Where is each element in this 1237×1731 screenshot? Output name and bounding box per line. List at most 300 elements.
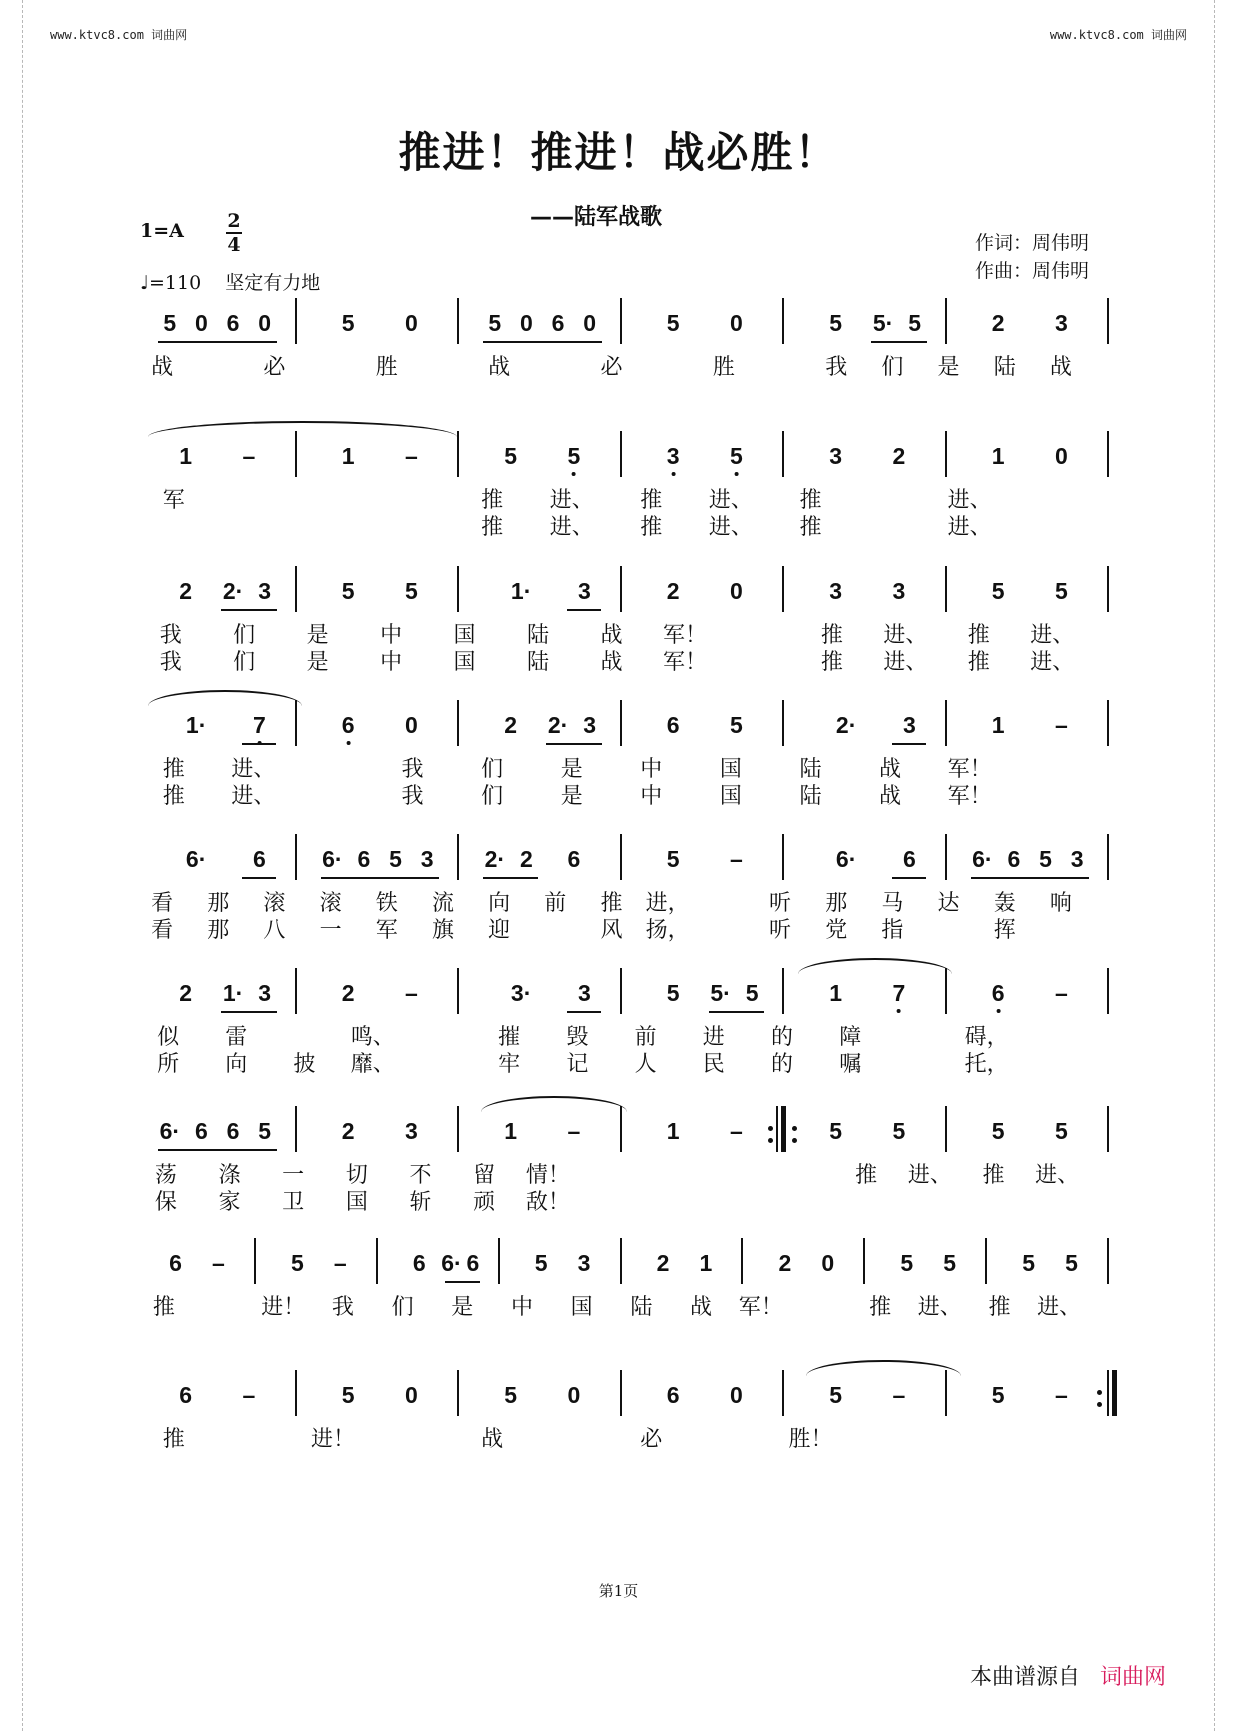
source-brand-link[interactable]: 词曲网 xyxy=(1100,1665,1167,1690)
note: 5 xyxy=(943,1250,957,1276)
lyric-syllable: 军 xyxy=(162,488,185,513)
bar-line xyxy=(1107,834,1109,880)
low-octave-dot xyxy=(346,741,350,745)
note: 5 xyxy=(341,1382,355,1408)
lyric-syllable: 陆 xyxy=(799,757,822,782)
note: 5 xyxy=(1065,1250,1078,1276)
bar-line xyxy=(457,1370,459,1416)
note: 6· xyxy=(835,846,857,872)
lyric-syllable: 国 xyxy=(719,757,742,782)
bar-line xyxy=(782,968,784,1014)
note: – xyxy=(212,1250,225,1276)
lyric-syllable: 推 xyxy=(600,891,623,916)
bar-line xyxy=(620,566,622,612)
bar-line xyxy=(254,1238,256,1284)
lyric-syllable: 进、 xyxy=(1030,623,1075,648)
lyric-syllable: 胜 xyxy=(375,355,398,380)
bar-line xyxy=(776,1106,778,1152)
note: 6 xyxy=(551,310,565,336)
note: 5 xyxy=(666,846,680,872)
lyric-syllable: 推 xyxy=(152,1295,175,1320)
note: 5 xyxy=(1022,1250,1035,1276)
note: – xyxy=(404,980,418,1006)
note: 5 xyxy=(341,578,355,604)
bar-line xyxy=(295,834,297,880)
lyric-syllable: 我 xyxy=(401,784,424,809)
lyric-syllable: 看 xyxy=(151,918,174,943)
lyric-syllable: 们 xyxy=(481,757,504,782)
note: 5 xyxy=(829,1118,843,1144)
note: 6 xyxy=(666,1382,680,1408)
lyric-syllable: 向 xyxy=(225,1052,248,1077)
note: 6· xyxy=(972,846,993,872)
slur-arc xyxy=(798,958,952,974)
repeat-dot xyxy=(768,1126,773,1131)
note: 5· xyxy=(710,980,731,1006)
note: 0 xyxy=(583,310,597,336)
lyricist-credit: 作词：周伟明 xyxy=(975,232,1090,254)
bar-line xyxy=(295,566,297,612)
note: 2 xyxy=(341,980,355,1006)
lyric-syllable: 记 xyxy=(566,1052,589,1077)
lyric-syllable: 陆 xyxy=(527,650,550,675)
lyric-syllable: 推 xyxy=(869,1295,892,1320)
lyric-syllable: 指 xyxy=(881,918,904,943)
lyric-syllable: 中 xyxy=(380,623,403,648)
lyric-syllable: 进、 xyxy=(883,650,928,675)
lyric-syllable: 滚 xyxy=(319,891,342,916)
lyric-syllable: 胜！ xyxy=(788,1427,833,1452)
lyric-syllable: 进， xyxy=(645,891,690,916)
bar-line xyxy=(1107,566,1109,612)
lyric-syllable: 所 xyxy=(157,1052,180,1077)
bar-line xyxy=(457,968,459,1014)
lyric-syllable: 国 xyxy=(719,784,742,809)
lyric-syllable: 战 xyxy=(600,650,623,675)
note: 5 xyxy=(404,578,418,604)
lyric-syllable: 推 xyxy=(799,488,822,513)
note: 0 xyxy=(567,1382,581,1408)
eighth-underline xyxy=(567,1011,601,1013)
lyric-syllable: 进、 xyxy=(708,488,753,513)
note: 6 xyxy=(992,982,1005,1005)
note: – xyxy=(404,443,418,469)
lyric-syllable: 进、 xyxy=(549,488,594,513)
lyric-syllable: 必 xyxy=(263,355,286,380)
note: 0 xyxy=(404,310,418,336)
note: 5 xyxy=(163,310,177,336)
lyric-syllable: 陆 xyxy=(993,355,1016,380)
note: 6 xyxy=(1007,846,1021,872)
bar-line xyxy=(376,1238,378,1284)
song-subtitle: ——陆军战歌 xyxy=(530,205,663,230)
note: 2 xyxy=(656,1250,670,1276)
note: 6 xyxy=(195,1118,208,1144)
note: – xyxy=(567,1118,581,1144)
lyric-syllable: 进、 xyxy=(231,784,276,809)
bar-line xyxy=(782,700,784,746)
note: 6 xyxy=(666,712,680,738)
bar-line xyxy=(782,566,784,612)
note: 3 xyxy=(258,980,272,1006)
note: 3 xyxy=(1070,846,1084,872)
lyric-syllable: 挥 xyxy=(993,918,1016,943)
note: 0 xyxy=(404,1382,418,1408)
lyric-syllable: 必 xyxy=(640,1427,663,1452)
note: 5 xyxy=(1054,578,1068,604)
note: 5 xyxy=(829,1382,843,1408)
lyric-syllable: 国 xyxy=(453,623,476,648)
lyric-syllable: 雷 xyxy=(225,1025,248,1050)
note: 2 xyxy=(520,846,533,872)
eighth-underline xyxy=(221,609,276,611)
lyric-syllable: 国 xyxy=(570,1295,593,1320)
lyric-syllable: 的 xyxy=(771,1052,794,1077)
bar-line xyxy=(620,1238,622,1284)
bar-line xyxy=(620,431,622,477)
bar-line xyxy=(782,1370,784,1416)
lyric-syllable: 留 xyxy=(473,1163,496,1188)
lyric-syllable: 进、 xyxy=(1037,1295,1082,1320)
bar-line xyxy=(945,566,947,612)
time-signature xyxy=(226,210,242,256)
note: 5 xyxy=(567,445,580,468)
lyric-syllable: 铁 xyxy=(375,891,398,916)
eighth-underline xyxy=(158,341,277,343)
note: 1 xyxy=(991,443,1005,469)
lyric-syllable: 我 xyxy=(825,355,848,380)
lyric-syllable: 陆 xyxy=(630,1295,653,1320)
note: 3 xyxy=(903,712,916,738)
lyric-syllable: 推 xyxy=(988,1295,1011,1320)
lyric-syllable: 那 xyxy=(825,891,848,916)
bar-line xyxy=(1107,1370,1109,1416)
note: 5 xyxy=(504,1382,518,1408)
bar-line xyxy=(863,1238,865,1284)
note: 3 xyxy=(578,980,591,1006)
note: 6 xyxy=(466,1250,480,1276)
note: 3 xyxy=(667,445,680,468)
bar-line xyxy=(498,1238,500,1284)
lyric-syllable: 是 xyxy=(560,757,583,782)
lyric-syllable: 进、 xyxy=(1035,1163,1080,1188)
bar-line xyxy=(1107,968,1109,1014)
note: 5 xyxy=(991,1382,1005,1408)
note: 7 xyxy=(892,982,905,1005)
note: 2 xyxy=(341,1118,355,1144)
lyric-syllable: 不 xyxy=(409,1163,432,1188)
lyric-syllable: 碍， xyxy=(964,1025,1009,1050)
note: 3 xyxy=(258,578,272,604)
bar-line xyxy=(457,431,459,477)
bar-line xyxy=(295,298,297,344)
repeat-dot xyxy=(768,1138,773,1143)
lyric-syllable: 迎 xyxy=(488,918,511,943)
lyric-syllable: 军！ xyxy=(662,650,707,675)
lyric-syllable: 推 xyxy=(855,1163,878,1188)
note: 2 xyxy=(179,578,193,604)
note: 5 xyxy=(1039,846,1052,872)
note: 5· xyxy=(872,310,894,336)
bar-line xyxy=(1107,1106,1109,1152)
note: 3 xyxy=(829,578,843,604)
bar-line xyxy=(457,566,459,612)
eighth-underline xyxy=(158,1149,277,1151)
note: – xyxy=(729,1118,743,1144)
bar-line xyxy=(620,1106,622,1152)
lyric-syllable: 涤 xyxy=(218,1163,241,1188)
note: 6 xyxy=(253,846,266,872)
lyric-syllable: 军！ xyxy=(947,784,992,809)
note: 5 xyxy=(829,310,843,336)
lyric-syllable: 流 xyxy=(431,891,454,916)
bar-line xyxy=(295,1106,297,1152)
low-octave-dot xyxy=(671,472,675,476)
note: 6 xyxy=(169,1250,182,1276)
lyric-syllable: 胜 xyxy=(712,355,735,380)
lyric-syllable: 军！ xyxy=(947,757,992,782)
eighth-underline xyxy=(445,1281,480,1283)
bar-line xyxy=(457,1106,459,1152)
bar-line xyxy=(945,1106,947,1152)
lyric-syllable: 们 xyxy=(481,784,504,809)
eighth-underline xyxy=(871,341,926,343)
slur-arc xyxy=(148,690,302,706)
lyric-syllable: 推 xyxy=(162,1427,185,1452)
bar-line xyxy=(945,700,947,746)
bar-line xyxy=(295,700,297,746)
lyric-syllable: 推 xyxy=(967,623,990,648)
note: 2· xyxy=(222,578,244,604)
lyric-syllable: 是 xyxy=(306,650,329,675)
lyric-syllable: 情！ xyxy=(525,1163,570,1188)
note: 2 xyxy=(892,443,906,469)
lyric-syllable: 进、 xyxy=(947,488,992,513)
lyric-syllable: 一 xyxy=(282,1163,305,1188)
note: – xyxy=(1054,712,1068,738)
lyric-syllable: 们 xyxy=(391,1295,414,1320)
lyric-syllable: 中 xyxy=(640,757,663,782)
note: 2 xyxy=(179,980,193,1006)
eighth-underline xyxy=(892,877,926,879)
bar-line xyxy=(295,968,297,1014)
lyric-syllable: 进、 xyxy=(549,515,594,540)
lyric-syllable: 看 xyxy=(151,891,174,916)
note: 0 xyxy=(821,1250,835,1276)
note: 3 xyxy=(420,846,434,872)
composer-credit: 作曲：周伟明 xyxy=(975,260,1090,282)
note: 5 xyxy=(389,846,402,872)
note: 6 xyxy=(903,846,916,872)
lyric-syllable: 推 xyxy=(481,515,504,540)
note: 2 xyxy=(991,310,1005,336)
note: 1 xyxy=(829,980,843,1006)
note: 2· xyxy=(547,712,569,738)
eighth-underline xyxy=(221,1011,276,1013)
lyric-syllable: 进、 xyxy=(947,515,992,540)
lyric-syllable: 一 xyxy=(319,918,342,943)
note: 5 xyxy=(290,1250,304,1276)
lyric-syllable: 推 xyxy=(982,1163,1005,1188)
site-url-right[interactable]: www.ktvc8.com 词曲网 xyxy=(1049,28,1187,42)
note: 6 xyxy=(567,846,581,872)
note: 5 xyxy=(745,980,759,1006)
lyric-syllable: 推 xyxy=(820,650,843,675)
note: 3 xyxy=(1054,310,1068,336)
lyric-syllable: 必 xyxy=(600,355,623,380)
bar-line xyxy=(620,1370,622,1416)
note: 1 xyxy=(699,1250,713,1276)
bar-line xyxy=(782,834,784,880)
note: 6 xyxy=(226,310,240,336)
note: 6· xyxy=(441,1250,462,1276)
lyric-syllable: 们 xyxy=(233,623,256,648)
note: 5 xyxy=(666,980,680,1006)
lyric-syllable: 军！ xyxy=(738,1295,783,1320)
lyric-syllable: 们 xyxy=(233,650,256,675)
repeat-dot xyxy=(792,1138,797,1143)
bar-line xyxy=(1107,700,1109,746)
lyric-syllable: 进！ xyxy=(261,1295,306,1320)
lyric-syllable: 陆 xyxy=(527,623,550,648)
lyric-syllable: 战 xyxy=(879,757,902,782)
lyric-syllable: 靡、 xyxy=(350,1052,395,1077)
lyric-syllable: 披 xyxy=(293,1052,316,1077)
bar-line xyxy=(295,431,297,477)
note: 2 xyxy=(778,1250,792,1276)
lyric-syllable: 斩 xyxy=(409,1190,432,1215)
note: 3 xyxy=(829,443,843,469)
eighth-underline xyxy=(971,877,1090,879)
lyric-syllable: 进、 xyxy=(1030,650,1075,675)
lyric-syllable: 旗 xyxy=(431,918,454,943)
note: 1· xyxy=(510,578,532,604)
lyric-syllable: 那 xyxy=(207,918,230,943)
eighth-underline xyxy=(242,877,276,879)
lyric-syllable: 推 xyxy=(162,757,185,782)
note: 7 xyxy=(253,714,266,737)
eighth-underline xyxy=(483,341,602,343)
note: 0 xyxy=(729,310,743,336)
low-octave-dot xyxy=(734,472,738,476)
slur-arc xyxy=(806,1360,960,1376)
lyric-syllable: 荡 xyxy=(154,1163,177,1188)
note: 0 xyxy=(1054,443,1068,469)
note: 0 xyxy=(729,578,743,604)
note: 0 xyxy=(404,712,418,738)
lyric-syllable: 中 xyxy=(640,784,663,809)
lyric-syllable: 响 xyxy=(1049,891,1072,916)
note: 5 xyxy=(1054,1118,1068,1144)
note: 5 xyxy=(504,443,518,469)
lyric-syllable: 推 xyxy=(967,650,990,675)
low-octave-dot xyxy=(996,1009,1000,1013)
note: 5 xyxy=(730,445,743,468)
lyric-syllable: 滚 xyxy=(263,891,286,916)
lyric-syllable: 是 xyxy=(560,784,583,809)
lyric-syllable: 托， xyxy=(964,1052,1009,1077)
time-top: 2 xyxy=(227,210,241,232)
lyric-syllable: 战 xyxy=(690,1295,713,1320)
lyric-syllable: 摧 xyxy=(498,1025,521,1050)
lyric-syllable: 战 xyxy=(600,623,623,648)
bar-line xyxy=(945,834,947,880)
lyric-syllable: 党 xyxy=(825,918,848,943)
lyric-syllable: 推 xyxy=(481,488,504,513)
note: 3 xyxy=(583,712,597,738)
repeat-dot xyxy=(1097,1402,1102,1407)
song-title: 推进！推进！战必胜！ xyxy=(398,128,839,177)
repeat-bar-line xyxy=(781,1106,786,1152)
lyric-syllable: 进、 xyxy=(883,623,928,648)
lyric-syllable: 鸣、 xyxy=(350,1025,395,1050)
bar-line xyxy=(620,700,622,746)
lyric-syllable: 轰 xyxy=(993,891,1016,916)
lyric-syllable: 战 xyxy=(151,355,174,380)
bar-line xyxy=(620,968,622,1014)
lyric-syllable: 人 xyxy=(634,1052,657,1077)
note: – xyxy=(242,1382,256,1408)
note: 5 xyxy=(666,310,680,336)
eighth-underline xyxy=(242,743,276,745)
lyric-syllable: 是 xyxy=(306,623,329,648)
eighth-underline xyxy=(709,1011,764,1013)
eighth-underline xyxy=(483,877,538,879)
note: 2· xyxy=(484,846,506,872)
note: 5 xyxy=(341,310,355,336)
note: 0 xyxy=(258,310,272,336)
bar-line xyxy=(1107,1238,1109,1284)
lyric-syllable: 民 xyxy=(702,1052,725,1077)
note: 1 xyxy=(341,443,355,469)
lyric-syllable: 毁 xyxy=(566,1025,589,1050)
note: – xyxy=(242,443,256,469)
bar-line xyxy=(457,298,459,344)
eighth-underline xyxy=(567,609,601,611)
bar-line xyxy=(945,968,947,1014)
bar-line xyxy=(945,431,947,477)
lyric-syllable: 达 xyxy=(937,891,960,916)
slur-arc xyxy=(148,421,457,437)
bar-line xyxy=(1107,431,1109,477)
note: 1 xyxy=(179,443,193,469)
lyric-syllable: 听 xyxy=(769,891,792,916)
eighth-underline xyxy=(546,743,601,745)
time-bottom: 4 xyxy=(227,234,241,256)
lyric-syllable: 敌！ xyxy=(525,1190,570,1215)
right-margin-strip xyxy=(1214,0,1237,1731)
bar-line xyxy=(985,1238,987,1284)
lyric-syllable: 进、 xyxy=(231,757,276,782)
slur-arc xyxy=(481,1096,627,1112)
note: 1 xyxy=(504,1118,518,1144)
lyric-syllable: 切 xyxy=(345,1163,368,1188)
eighth-underline xyxy=(892,743,926,745)
lyric-syllable: 扬， xyxy=(645,918,690,943)
lyric-syllable: 牢 xyxy=(498,1052,521,1077)
site-url-left[interactable]: www.ktvc8.com 词曲网 xyxy=(50,28,188,42)
note: – xyxy=(333,1250,347,1276)
bar-line xyxy=(741,1238,743,1284)
lyric-syllable: 战 xyxy=(488,355,511,380)
note: 6 xyxy=(179,1382,193,1408)
lyric-syllable: 顽 xyxy=(473,1190,496,1215)
lyric-syllable: 我 xyxy=(159,623,182,648)
note: 5 xyxy=(908,310,922,336)
lyric-syllable: 中 xyxy=(510,1295,533,1320)
note: 5 xyxy=(900,1250,914,1276)
note: 3 xyxy=(578,578,591,604)
